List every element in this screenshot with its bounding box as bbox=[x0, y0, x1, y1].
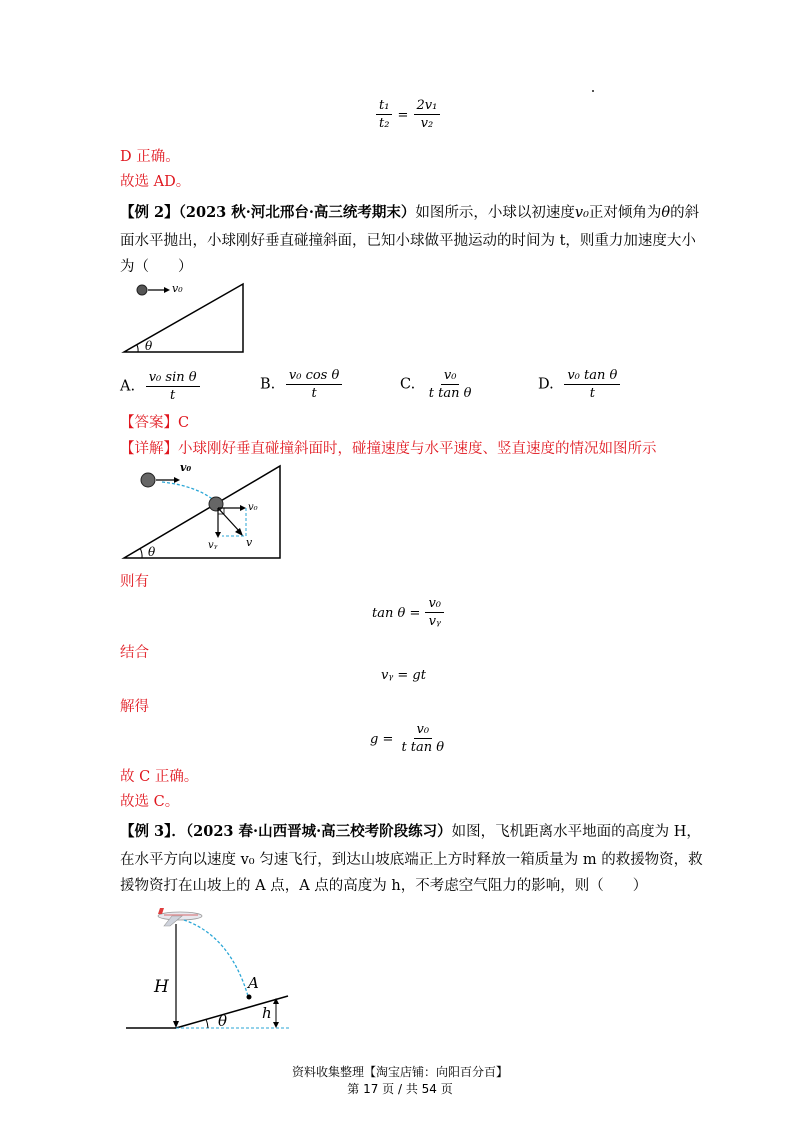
incline-figure-1 bbox=[118, 278, 253, 358]
theta-label: θ bbox=[145, 339, 153, 353]
formula-eq: = bbox=[397, 108, 409, 123]
trajectory bbox=[184, 920, 248, 996]
option-a[interactable] bbox=[120, 370, 200, 403]
H-label: H bbox=[154, 977, 169, 997]
example2-line3: 为（ ） bbox=[120, 259, 193, 275]
eq-den: vᵧ bbox=[428, 614, 441, 629]
vy-label: vᵧ bbox=[208, 540, 218, 551]
option-b[interactable] bbox=[260, 368, 342, 401]
prev-line-1: D 正确。 bbox=[120, 149, 180, 165]
prev-line-2: 故选 AD。 bbox=[120, 174, 191, 190]
dashed-box bbox=[222, 508, 246, 536]
option-num: v₀ tan θ bbox=[564, 368, 620, 385]
arrow-head bbox=[215, 532, 221, 538]
page-number: 第 17 页 / 共 54 页 bbox=[347, 1082, 453, 1096]
incline-figure-2 bbox=[118, 458, 286, 564]
solve-label: 解得 bbox=[120, 699, 149, 715]
example3-line3: 援物资打在山坡上的 A 点，A 点的高度为 h，不考虑空气阻力的影响，则（ ） bbox=[120, 878, 648, 894]
v-label: v bbox=[246, 536, 253, 549]
arrow-head bbox=[174, 477, 180, 483]
formula-num: 2v₁ bbox=[414, 98, 441, 115]
angle-arc bbox=[140, 548, 142, 558]
eq-den: t tan θ bbox=[401, 740, 445, 755]
example-text: 如图，飞机距离水平地面的高度为 H， bbox=[451, 824, 701, 840]
option-letter: C. bbox=[400, 376, 416, 393]
example-text: 的斜 bbox=[670, 205, 700, 221]
conclusion-2: 故选 C。 bbox=[120, 794, 180, 810]
eq-lhs: g = bbox=[370, 732, 394, 747]
option-letter: B. bbox=[260, 376, 276, 393]
option-den: t bbox=[311, 386, 317, 401]
angle-arc bbox=[137, 345, 138, 352]
formula-num: t₁ bbox=[376, 98, 392, 115]
h-label: h bbox=[262, 1004, 272, 1022]
arrow-head bbox=[273, 1022, 279, 1028]
answer: 【答案】C bbox=[120, 415, 190, 431]
conclusion-1: 故 C 正确。 bbox=[120, 769, 199, 785]
option-num: v₀ cos θ bbox=[286, 368, 342, 385]
arrow-head bbox=[240, 505, 246, 511]
option-d[interactable] bbox=[538, 368, 620, 401]
example-source: （2023 春·山西晋城·高三校考阶段练习） bbox=[185, 823, 452, 840]
option-letter: D. bbox=[538, 376, 554, 393]
combine-label: 结合 bbox=[120, 645, 149, 661]
v0-label-top: v₀ bbox=[180, 461, 192, 474]
option-den: t bbox=[170, 388, 176, 403]
trajectory bbox=[162, 482, 216, 502]
arrow-head bbox=[235, 528, 243, 536]
then-label: 则有 bbox=[120, 574, 149, 590]
analysis-text: 小球刚好垂直碰撞斜面时，碰撞速度与水平速度、竖直速度的情况如图所示 bbox=[178, 441, 657, 457]
plane-icon bbox=[158, 908, 202, 926]
top-formula bbox=[376, 98, 440, 131]
decorative-dot bbox=[592, 90, 594, 92]
option-c[interactable] bbox=[400, 368, 474, 401]
equation-3 bbox=[370, 722, 447, 755]
formula-den: t₂ bbox=[379, 116, 390, 131]
equation-2: vᵧ = gt bbox=[381, 668, 426, 683]
equation-1 bbox=[372, 596, 444, 629]
eq-num: v₀ bbox=[425, 596, 444, 613]
analysis bbox=[120, 439, 657, 459]
eq-lhs: tan θ = bbox=[372, 606, 421, 621]
formula-den: v₂ bbox=[420, 116, 434, 131]
option-den: t bbox=[589, 386, 595, 401]
option-num: v₀ bbox=[441, 368, 460, 385]
var-theta: θ bbox=[661, 205, 671, 221]
arrow-head bbox=[164, 287, 170, 293]
theta-label: θ bbox=[148, 545, 156, 559]
plane-slope-figure bbox=[120, 900, 300, 1036]
option-letter: A. bbox=[120, 378, 136, 395]
point-A bbox=[247, 995, 252, 1000]
example3-line2: 在水平方向以速度 v₀ 匀速飞行，到达山坡底端正上方时释放一箱质量为 m 的救援物资，救 bbox=[120, 852, 703, 868]
theta-label: θ bbox=[218, 1012, 228, 1030]
option-den: t tan θ bbox=[428, 386, 472, 401]
v0-label: v₀ bbox=[172, 282, 183, 295]
A-label: A bbox=[248, 974, 259, 992]
eq-num: v₀ bbox=[414, 722, 433, 739]
v-arrow bbox=[218, 508, 240, 532]
example-tag: 【例 2】 bbox=[120, 204, 179, 221]
v0-label-mid: v₀ bbox=[248, 502, 258, 513]
var-v0: v₀ bbox=[574, 205, 589, 221]
example2-line2: 面水平抛出，小球刚好垂直碰撞斜面，已知小球做平抛运动的时间为 t，则重力加速度大小 bbox=[120, 233, 696, 249]
analysis-tag: 【详解】 bbox=[120, 441, 178, 457]
example-tag: 【例 3】． bbox=[120, 823, 186, 840]
example-text: 如图所示，小球以初速度 bbox=[415, 205, 575, 221]
option-num: v₀ sin θ bbox=[146, 370, 200, 387]
ball-start bbox=[141, 473, 155, 487]
angle-arc bbox=[206, 1019, 208, 1028]
example-text: 正对倾角为 bbox=[588, 205, 662, 221]
footer-source: 资料收集整理【淘宝店铺：向阳百分百】 bbox=[291, 1065, 508, 1079]
ball bbox=[137, 285, 147, 295]
ball-impact bbox=[209, 497, 223, 511]
example3-line1 bbox=[120, 822, 701, 842]
example2-line1 bbox=[120, 203, 699, 223]
example-source: （2023 秋·河北邢台·高三统考期末） bbox=[178, 204, 416, 221]
